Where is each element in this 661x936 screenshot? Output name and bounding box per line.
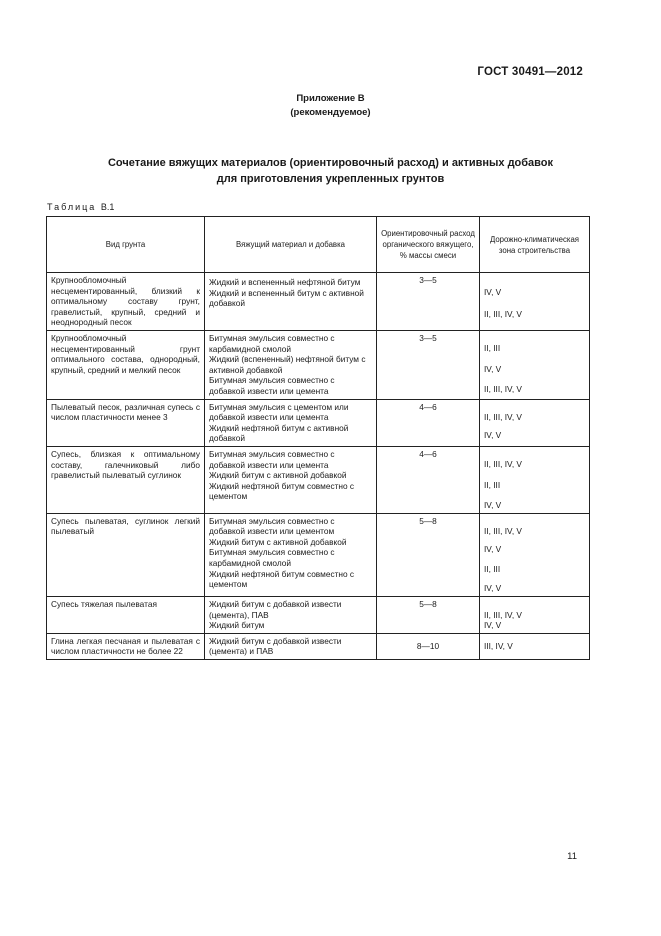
binder-item: Жидкий нефтяной битум совместно с цементом	[209, 480, 355, 502]
table-row	[47, 399, 590, 446]
zone-value: II, III	[484, 342, 501, 353]
binder-cell	[205, 597, 377, 634]
appendix-status: (рекомендуемое)	[290, 107, 371, 118]
binder-item: Битумная эмульсия совместно с карбамидной смолой	[209, 547, 335, 569]
binder-item: Жидкий битум с активной добавкой	[209, 536, 347, 547]
header-soil: Вид грунта	[47, 217, 205, 273]
binder-cell	[205, 330, 377, 399]
soil-type-cell: Глина легкая песчаная и пылеватая с числом пластичности не более 22	[47, 633, 205, 659]
binder-item: Битумная эмульсия совместно с добавкой извести или цементом	[209, 515, 335, 537]
table-row	[47, 633, 590, 659]
binder-item: Битумная эмульсия совместно с карбамидной смолой	[209, 332, 335, 354]
appendix-heading	[0, 92, 661, 120]
table-label-word: Таблица	[47, 202, 97, 212]
rate-cell: 8—10	[377, 633, 480, 659]
binder-item: Жидкий (вспененный) нефтяной битум с активной добавкой	[209, 354, 366, 375]
zone-value: IV, V	[484, 544, 502, 555]
rate-cell: 5—8	[377, 597, 480, 634]
header-zone: Дорожно-климатическая зона строительства	[480, 217, 590, 273]
zone-value: II, III, IV, V	[484, 308, 522, 319]
zone-value: II, III, IV, V	[484, 384, 522, 395]
table-row	[47, 273, 590, 331]
soil-type-cell: Супесь тяжелая пылеватая	[47, 597, 205, 634]
binder-item: Битумная эмульсия совместно с добавкой извести или цемента	[209, 375, 335, 396]
zone-value: II, III, IV, V	[484, 458, 522, 469]
zone-value: IV, V	[484, 500, 502, 511]
binder-item: Жидкий нефтяной битум с активной добавкой	[209, 422, 349, 444]
zone-value: II, III, IV, V	[484, 609, 522, 620]
zone-value: IV, V	[484, 430, 502, 441]
soil-binder-table	[46, 216, 590, 660]
binder-item: Жидкий и вспененный битум с активной добавкой	[209, 287, 364, 309]
rate-cell: 4—6	[377, 399, 480, 446]
table-label	[47, 202, 114, 212]
soil-type-cell: Пылеватый песок, различная супесь с числом пластичности менее 3	[47, 399, 205, 446]
appendix-label: Приложение В	[296, 93, 365, 104]
zone-value: II, III, IV, V	[484, 525, 522, 536]
title-line-1: Сочетание вяжущих материалов (ориентировочный расход) и активных добавок	[107, 157, 554, 169]
binder-item: Битумная эмульсия с цементом или добавкой извести или цемента	[209, 401, 349, 423]
soil-type-cell: Крупнообломочный несцементированный грунт оптимального состава, однородный, крупный, средний и мелкий песок	[47, 330, 205, 399]
binder-item: Жидкий битум	[209, 620, 265, 631]
binder-item: Жидкий битум с добавкой извести (цемента), ПАВ	[209, 599, 342, 620]
document-title	[0, 155, 661, 187]
zone-value: IV, V	[484, 363, 502, 374]
table-header-row	[47, 217, 590, 273]
zone-value: II, III, IV, V	[484, 411, 522, 422]
binder-item: Жидкий нефтяной битум совместно с цементом	[209, 568, 355, 590]
table-row	[47, 513, 590, 596]
title-line-2: для приготовления укрепленных грунтов	[216, 173, 445, 185]
zone-value: IV, V	[484, 583, 502, 594]
zone-value: IV, V	[484, 287, 502, 297]
page-number: 11	[567, 851, 577, 862]
header-rate: Ориентировочный расход органического вяжущего, % массы смеси	[377, 217, 480, 273]
zone-cell	[480, 273, 590, 331]
zone-cell	[480, 446, 590, 513]
table-row	[47, 446, 590, 513]
soil-type-cell: Супесь, близкая к оптимальному составу, галечниковый либо гравелистый пылеватый суглинок	[47, 446, 205, 513]
rate-cell: 4—6	[377, 446, 480, 513]
rate-cell: 5—8	[377, 513, 480, 596]
binder-cell	[205, 513, 377, 596]
zone-value: II, III	[484, 479, 501, 490]
zone-cell	[480, 633, 590, 659]
binder-cell	[205, 633, 377, 659]
binder-cell	[205, 446, 377, 513]
zone-cell	[480, 513, 590, 596]
table-row	[47, 330, 590, 399]
soil-type-cell: Супесь пылеватая, суглинок легкий пылеватый	[47, 513, 205, 596]
zone-cell	[480, 399, 590, 446]
binder-cell	[205, 273, 377, 331]
table-label-number: В.1	[100, 202, 115, 212]
binder-item: Битумная эмульсия совместно с добавкой извести или цемента	[209, 448, 335, 470]
rate-cell: 3—5	[377, 330, 480, 399]
rate-cell: 3—5	[377, 273, 480, 331]
document-code: ГОСТ 30491—2012	[477, 66, 583, 78]
zone-cell	[480, 597, 590, 634]
binder-item: Жидкий битум с добавкой извести (цемента) и ПАВ	[209, 635, 342, 657]
binder-item: Жидкий битум с активной добавкой	[209, 470, 347, 481]
binder-cell	[205, 399, 377, 446]
zone-value: II, III	[484, 563, 501, 574]
binder-item: Жидкий и вспененный нефтяной битум	[209, 277, 361, 287]
header-binder: Вяжущий материал и добавка	[205, 217, 377, 273]
soil-type-cell: Крупнообломочный несцементированный, близкий к оптимальному составу грунт, гравелистый, крупный, средний и неоднородный песок	[47, 273, 205, 331]
zone-value: IV, V	[484, 620, 502, 631]
zone-value: III, IV, V	[484, 641, 513, 652]
zone-cell	[480, 330, 590, 399]
table-row	[47, 597, 590, 634]
